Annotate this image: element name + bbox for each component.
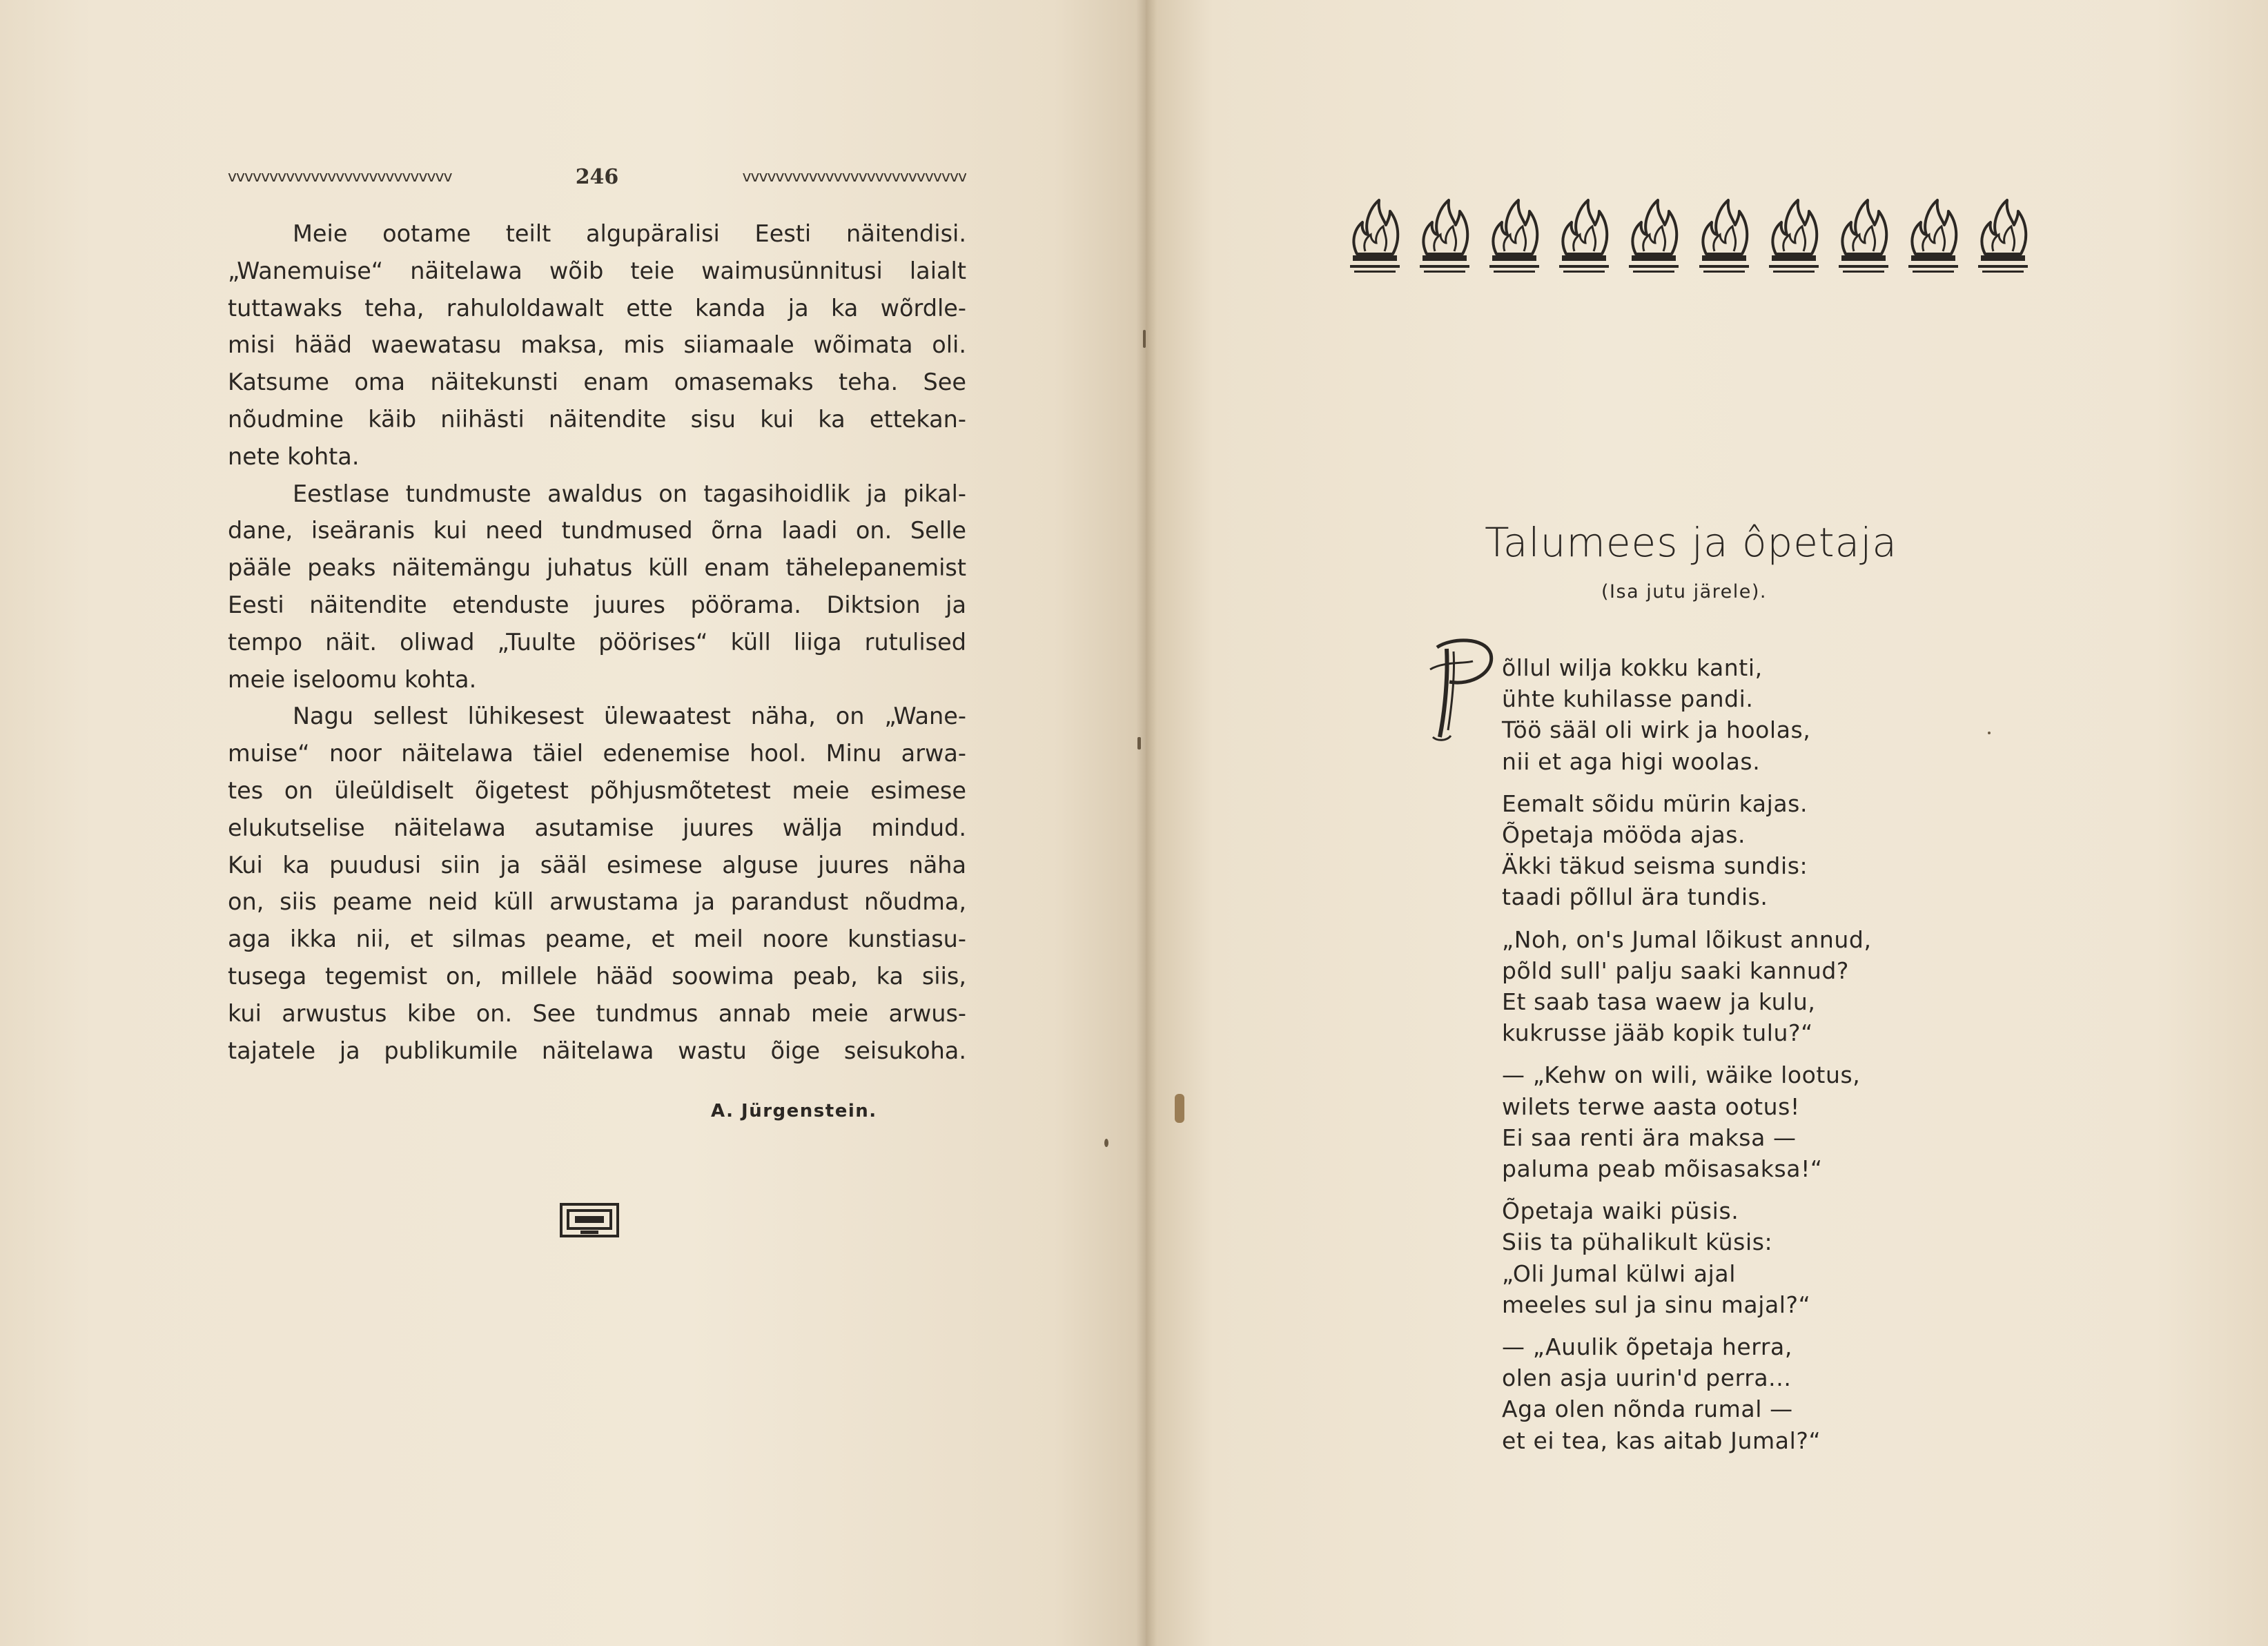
poem-line: nii et aga higi woolas. xyxy=(1502,747,1761,775)
text-line: Katsume oma näitekunsti enam omasemaks teha. See xyxy=(228,369,966,396)
paper-speck xyxy=(1137,737,1141,749)
poem-title: Talumees ja ôpetaja xyxy=(1485,519,1897,566)
poem-line: „Oli Jumal külwi ajal xyxy=(1502,1260,1736,1287)
poem-line: Ei saa renti ära maksa — xyxy=(1502,1124,1797,1151)
poem-line: „Noh, on's Jumal lõikust annud, xyxy=(1502,925,1872,953)
poem-line: — „Auulik õpetaja herra, xyxy=(1502,1333,1792,1361)
poem-line: ühte kuhilasse pandi. xyxy=(1502,685,1754,713)
poem-stanza xyxy=(1502,788,1944,913)
text-line: „Wanemuise“ näitelawa wõib teie waimusünnitusi laialt xyxy=(228,257,966,284)
poem-stanza xyxy=(1502,924,1944,1049)
poem-line: õllul wilja kokku kanti, xyxy=(1502,654,1763,681)
text-line: tuttawaks teha, rahuloldawalt ette kanda ja ka wõrdle- xyxy=(228,294,966,322)
text-line: dane, iseäranis kui need tundmused õrna laadi on. Selle xyxy=(228,517,966,545)
poem-line: Eemalt sõidu mürin kajas. xyxy=(1502,790,1808,817)
flame-ornament-icon xyxy=(1697,195,1752,284)
flame-ornament-icon xyxy=(1836,195,1891,284)
poem-line: Siis ta pühalikult küsis: xyxy=(1502,1228,1773,1256)
poem-line: Äkki täkud seisma sundis: xyxy=(1502,852,1808,880)
header-ornament-left: vvvvvvvvvvvvvvvvvvvvvvvvvvv xyxy=(228,168,452,186)
text-line: elukutselise näitelawa asutamise juures wälja mindud. xyxy=(228,814,966,841)
text-line: tes on üleüldiselt õigetest põhjusmõtetest meie esimese xyxy=(228,776,966,804)
poem-line: meeles sul ja sinu majal?“ xyxy=(1502,1291,1811,1318)
poem-line: olen asja uurin'd perra... xyxy=(1502,1364,1792,1392)
text-line: tajatele ja publikumile näitelawa wastu õige seisukoha. xyxy=(228,1037,966,1064)
poem-line: — „Kehw on wili, wäike lootus, xyxy=(1502,1061,1861,1089)
text-line: misi hääd waewatasu maksa, mis siiamaale wõimata oli. xyxy=(228,331,966,359)
poem-line: wilets terwe aasta ootus! xyxy=(1502,1093,1800,1120)
flame-ornament-icon xyxy=(1626,195,1681,284)
text-line: pääle peaks näitemängu juhatus küll enam tähelepanemist xyxy=(228,554,966,582)
text-line: nõudmine käib niihästi näitendite sisu kui ka ettekan- xyxy=(228,405,966,433)
paper-speck xyxy=(1143,330,1146,348)
flame-ornament-icon xyxy=(1417,195,1472,284)
poem-line: et ei tea, kas aitab Jumal?“ xyxy=(1502,1427,1821,1454)
text-line: muise“ noor näitelawa täiel edenemise hool. Minu arwa- xyxy=(228,740,966,767)
poem-line: paluma peab mõisasaksa!“ xyxy=(1502,1155,1823,1183)
text-line: Eestlase tundmuste awaldus on tagasihoidlik ja pikal- xyxy=(293,480,966,507)
text-line: on, siis peame neid küll arwustama ja parandust nõudma, xyxy=(228,888,966,916)
flame-ornament-row xyxy=(1347,195,2031,284)
article-body xyxy=(228,215,966,1069)
header-ornament-right: vvvvvvvvvvvvvvvvvvvvvvvvvvv xyxy=(742,168,966,186)
text-line: Kui ka puudusi siin ja sääl esimese alguse juures näha xyxy=(228,851,966,879)
poem-stanza xyxy=(1502,652,1944,777)
poem-stanza xyxy=(1502,1331,1944,1456)
poem-line: põld sull' palju saaki kannud? xyxy=(1502,957,1850,984)
text-line: nete kohta. xyxy=(228,442,360,470)
paper-speck xyxy=(1175,1094,1184,1123)
author-signature: A. Jürgenstein. xyxy=(711,1101,877,1121)
flame-ornament-icon xyxy=(1906,195,1961,284)
poem-line: Et saab tasa waew ja kulu, xyxy=(1502,988,1816,1016)
poem-line: Õpetaja mööda ajas. xyxy=(1502,821,1746,849)
flame-ornament-icon xyxy=(1556,195,1612,284)
text-line: tempo näit. oliwad „Tuulte pöörises“ küll liiga rutulised xyxy=(228,628,966,656)
end-ornament-icon xyxy=(560,1203,619,1237)
running-header xyxy=(228,163,966,190)
dropcap-p-icon xyxy=(1423,634,1499,744)
paper-speck xyxy=(1104,1139,1108,1147)
page-number: 246 xyxy=(575,164,619,189)
text-line: meie iseloomu kohta. xyxy=(228,665,477,693)
flame-ornament-icon xyxy=(1487,195,1542,284)
text-line: Nagu sellest lühikesest ülewaatest näha, on „Wane- xyxy=(293,703,966,730)
poem-line: taadi põllul ära tundis. xyxy=(1502,883,1768,911)
poem-line: Aga olen nõnda rumal — xyxy=(1502,1395,1793,1423)
flame-ornament-icon xyxy=(1766,195,1821,284)
poem-stanza xyxy=(1502,1059,1944,1184)
text-line: Meie ootame teilt algupäralisi Eesti näitendisi. xyxy=(293,220,966,247)
text-line: kui arwustus kibe on. See tundmus annab meie arwus- xyxy=(228,999,966,1027)
poem-subtitle: (Isa jutu järele). xyxy=(1601,581,1767,602)
flame-ornament-icon xyxy=(1347,195,1402,284)
poem-line: Töö sääl oli wirk ja hoolas, xyxy=(1502,716,1811,744)
poem-stanza xyxy=(1502,1195,1944,1320)
text-line: tusega tegemist on, millele hääd soowima peab, ka siis, xyxy=(228,962,966,990)
text-line: aga ikka nii, et silmas peame, et meil noore kunstiasu- xyxy=(228,925,966,953)
flame-ornament-icon xyxy=(1975,195,2031,284)
book-gutter xyxy=(1136,0,1157,1646)
text-line: Eesti näitendite etenduste juures pöörama. Diktsion ja xyxy=(228,591,966,618)
poem-body xyxy=(1502,652,1944,1467)
poem-line: Õpetaja waiki püsis. xyxy=(1502,1197,1739,1225)
poem-line: kukrusse jääb kopik tulu?“ xyxy=(1502,1019,1813,1047)
paper-speck xyxy=(1988,732,1991,734)
